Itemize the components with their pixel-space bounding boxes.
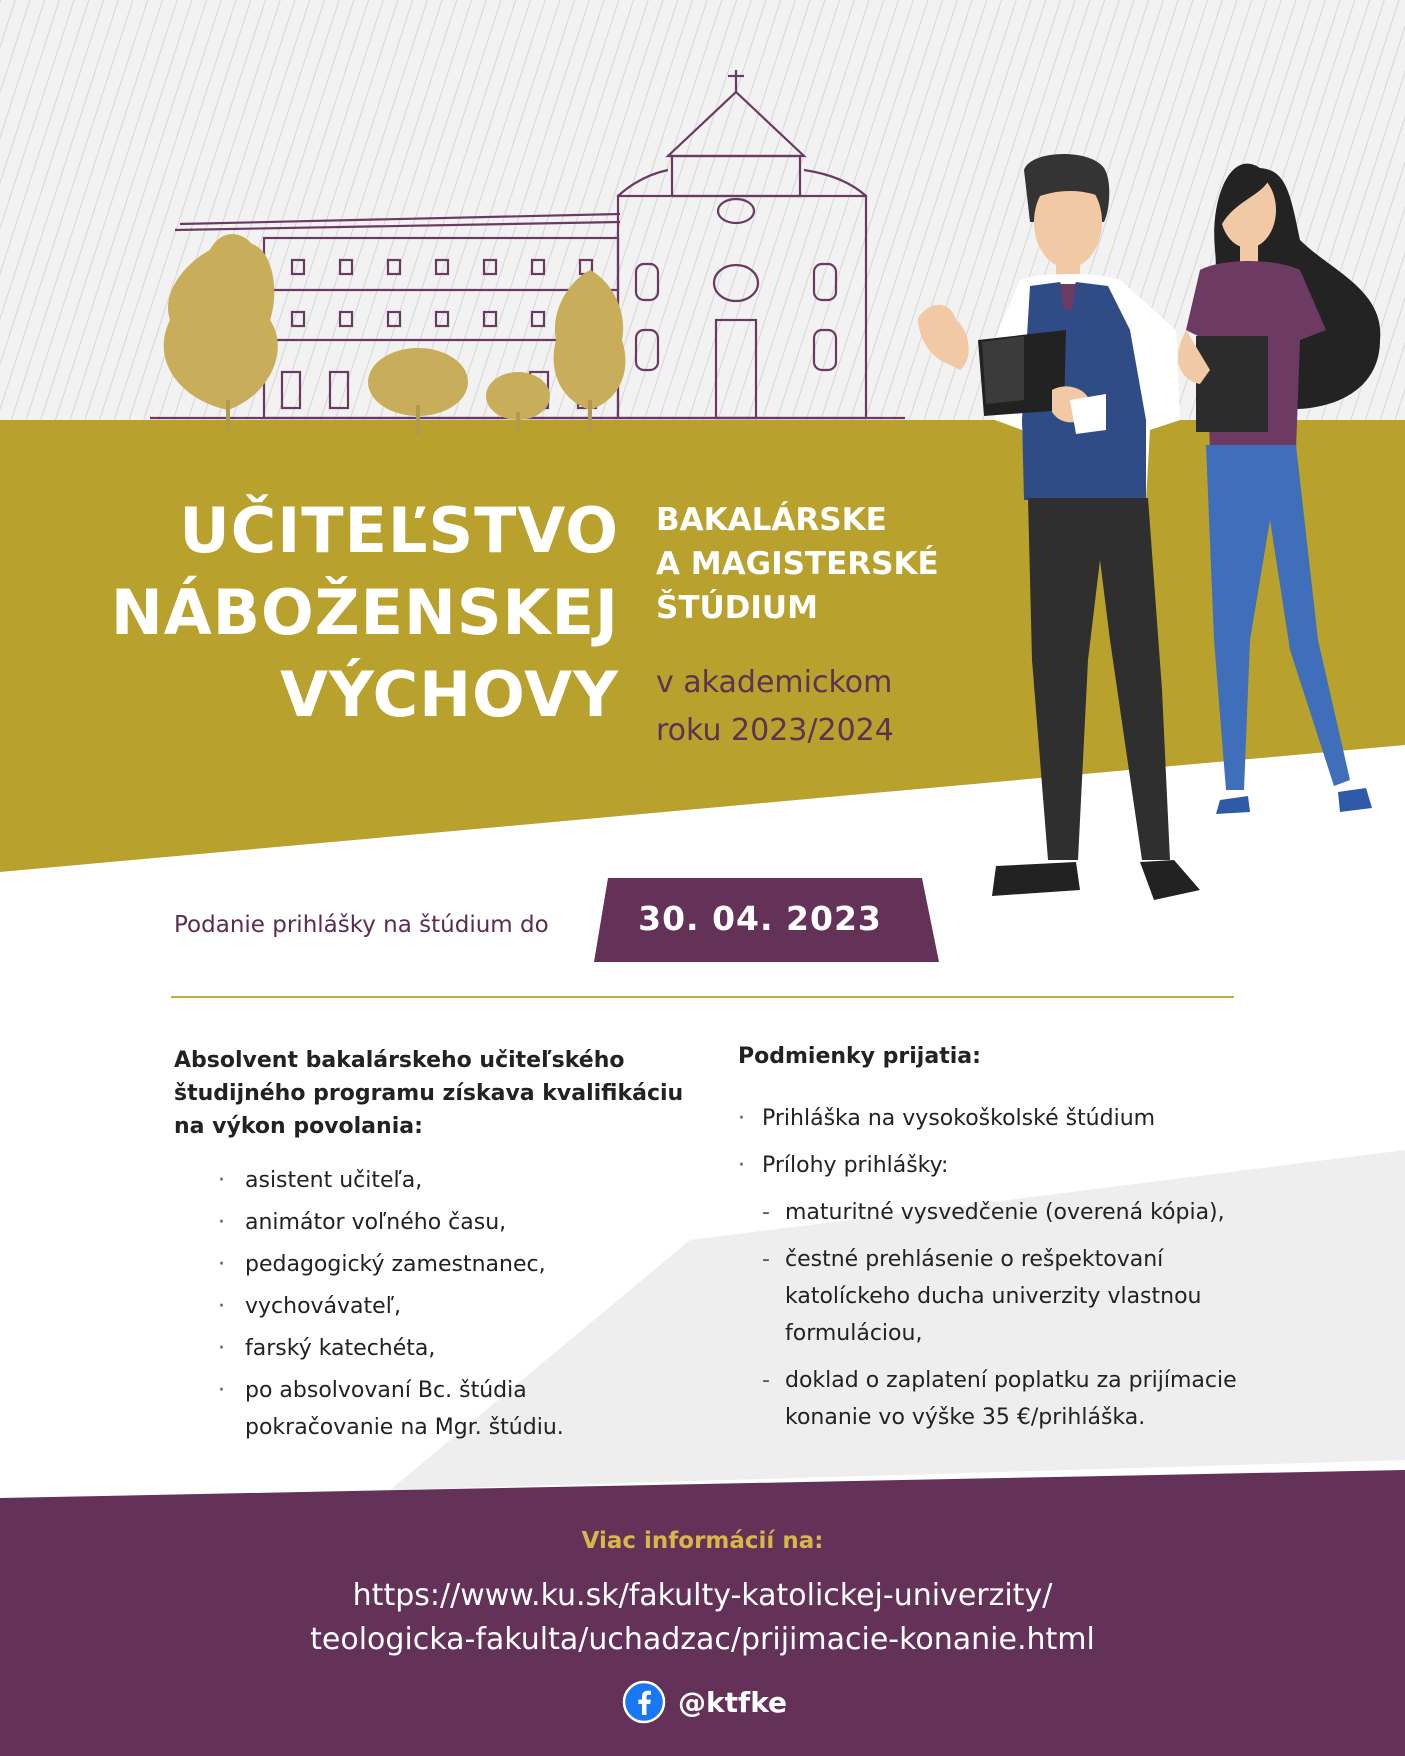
info-url-line[interactable]: teologicka-fakulta/uchadzac/prijimacie-konanie.html xyxy=(310,1622,1095,1657)
study-level-line: A MAGISTERSKÉ xyxy=(656,546,939,582)
info-url[interactable] xyxy=(0,1574,1405,1662)
qualification-item: · farský katechéta, xyxy=(218,1330,678,1367)
social-link[interactable] xyxy=(622,1680,787,1724)
title-line: NÁBOŽENSKEJ xyxy=(110,576,619,649)
program-title xyxy=(111,490,619,736)
graduate-heading: Absolvent bakalárskeho učiteľského študijného programu získava kvalifikáciu na výkon povolania: xyxy=(174,1048,684,1139)
admission-heading: Podmienky prijatia: xyxy=(738,1044,981,1069)
study-level-line: ŠTÚDIUM xyxy=(656,590,818,626)
qualification-item: · pedagogický zamestnanec, xyxy=(218,1246,678,1283)
academic-year-line: roku 2023/2024 xyxy=(656,713,894,748)
qualification-item: · po absolvovaní Bc. štúdia pokračovanie na Mgr. štúdiu. xyxy=(218,1372,605,1446)
attachment-item: - doklad o zaplatení poplatku za prijímacie konanie vo výške 35 €/prihláška. xyxy=(762,1362,1285,1436)
study-level-line: BAKALÁRSKE xyxy=(656,502,887,538)
qualification-item: · asistent učiteľa, xyxy=(218,1162,678,1199)
requirement-item: · Prihláška na vysokoškolské štúdium xyxy=(738,1100,1298,1137)
attachment-item: - čestné prehlásenie o rešpektovaní katolíckeho ducha univerzity vlastnou formuláciou, xyxy=(762,1241,1215,1352)
academic-year-line: v akademickom xyxy=(656,665,893,700)
more-info-label: Viac informácií na: xyxy=(581,1528,824,1554)
social-handle[interactable]: @ktfke xyxy=(678,1685,788,1719)
title-line: VÝCHOVY xyxy=(280,658,619,731)
attachments-list xyxy=(762,1194,1302,1446)
qualification-list xyxy=(218,1162,678,1451)
requirement-item: · Prílohy prihlášky: xyxy=(738,1147,1298,1184)
study-level xyxy=(656,498,939,630)
attachment-item: - maturitné vysvedčenie (overená kópia), xyxy=(762,1194,1302,1231)
deadline-date: 30. 04. 2023 xyxy=(638,899,882,938)
info-url-line[interactable]: https://www.ku.sk/fakulty-katolickej-univerzity/ xyxy=(352,1578,1053,1613)
facebook-icon[interactable] xyxy=(622,1680,666,1724)
admission-requirements-list xyxy=(738,1100,1298,1194)
academic-year xyxy=(656,659,894,755)
deadline-label: Podanie prihlášky na štúdium do xyxy=(174,912,549,938)
qualification-item: · animátor voľného času, xyxy=(218,1204,678,1241)
section-divider xyxy=(171,996,1234,998)
title-line: UČITEĽSTVO xyxy=(179,494,619,567)
qualification-item: · vychovávateľ, xyxy=(218,1288,678,1325)
